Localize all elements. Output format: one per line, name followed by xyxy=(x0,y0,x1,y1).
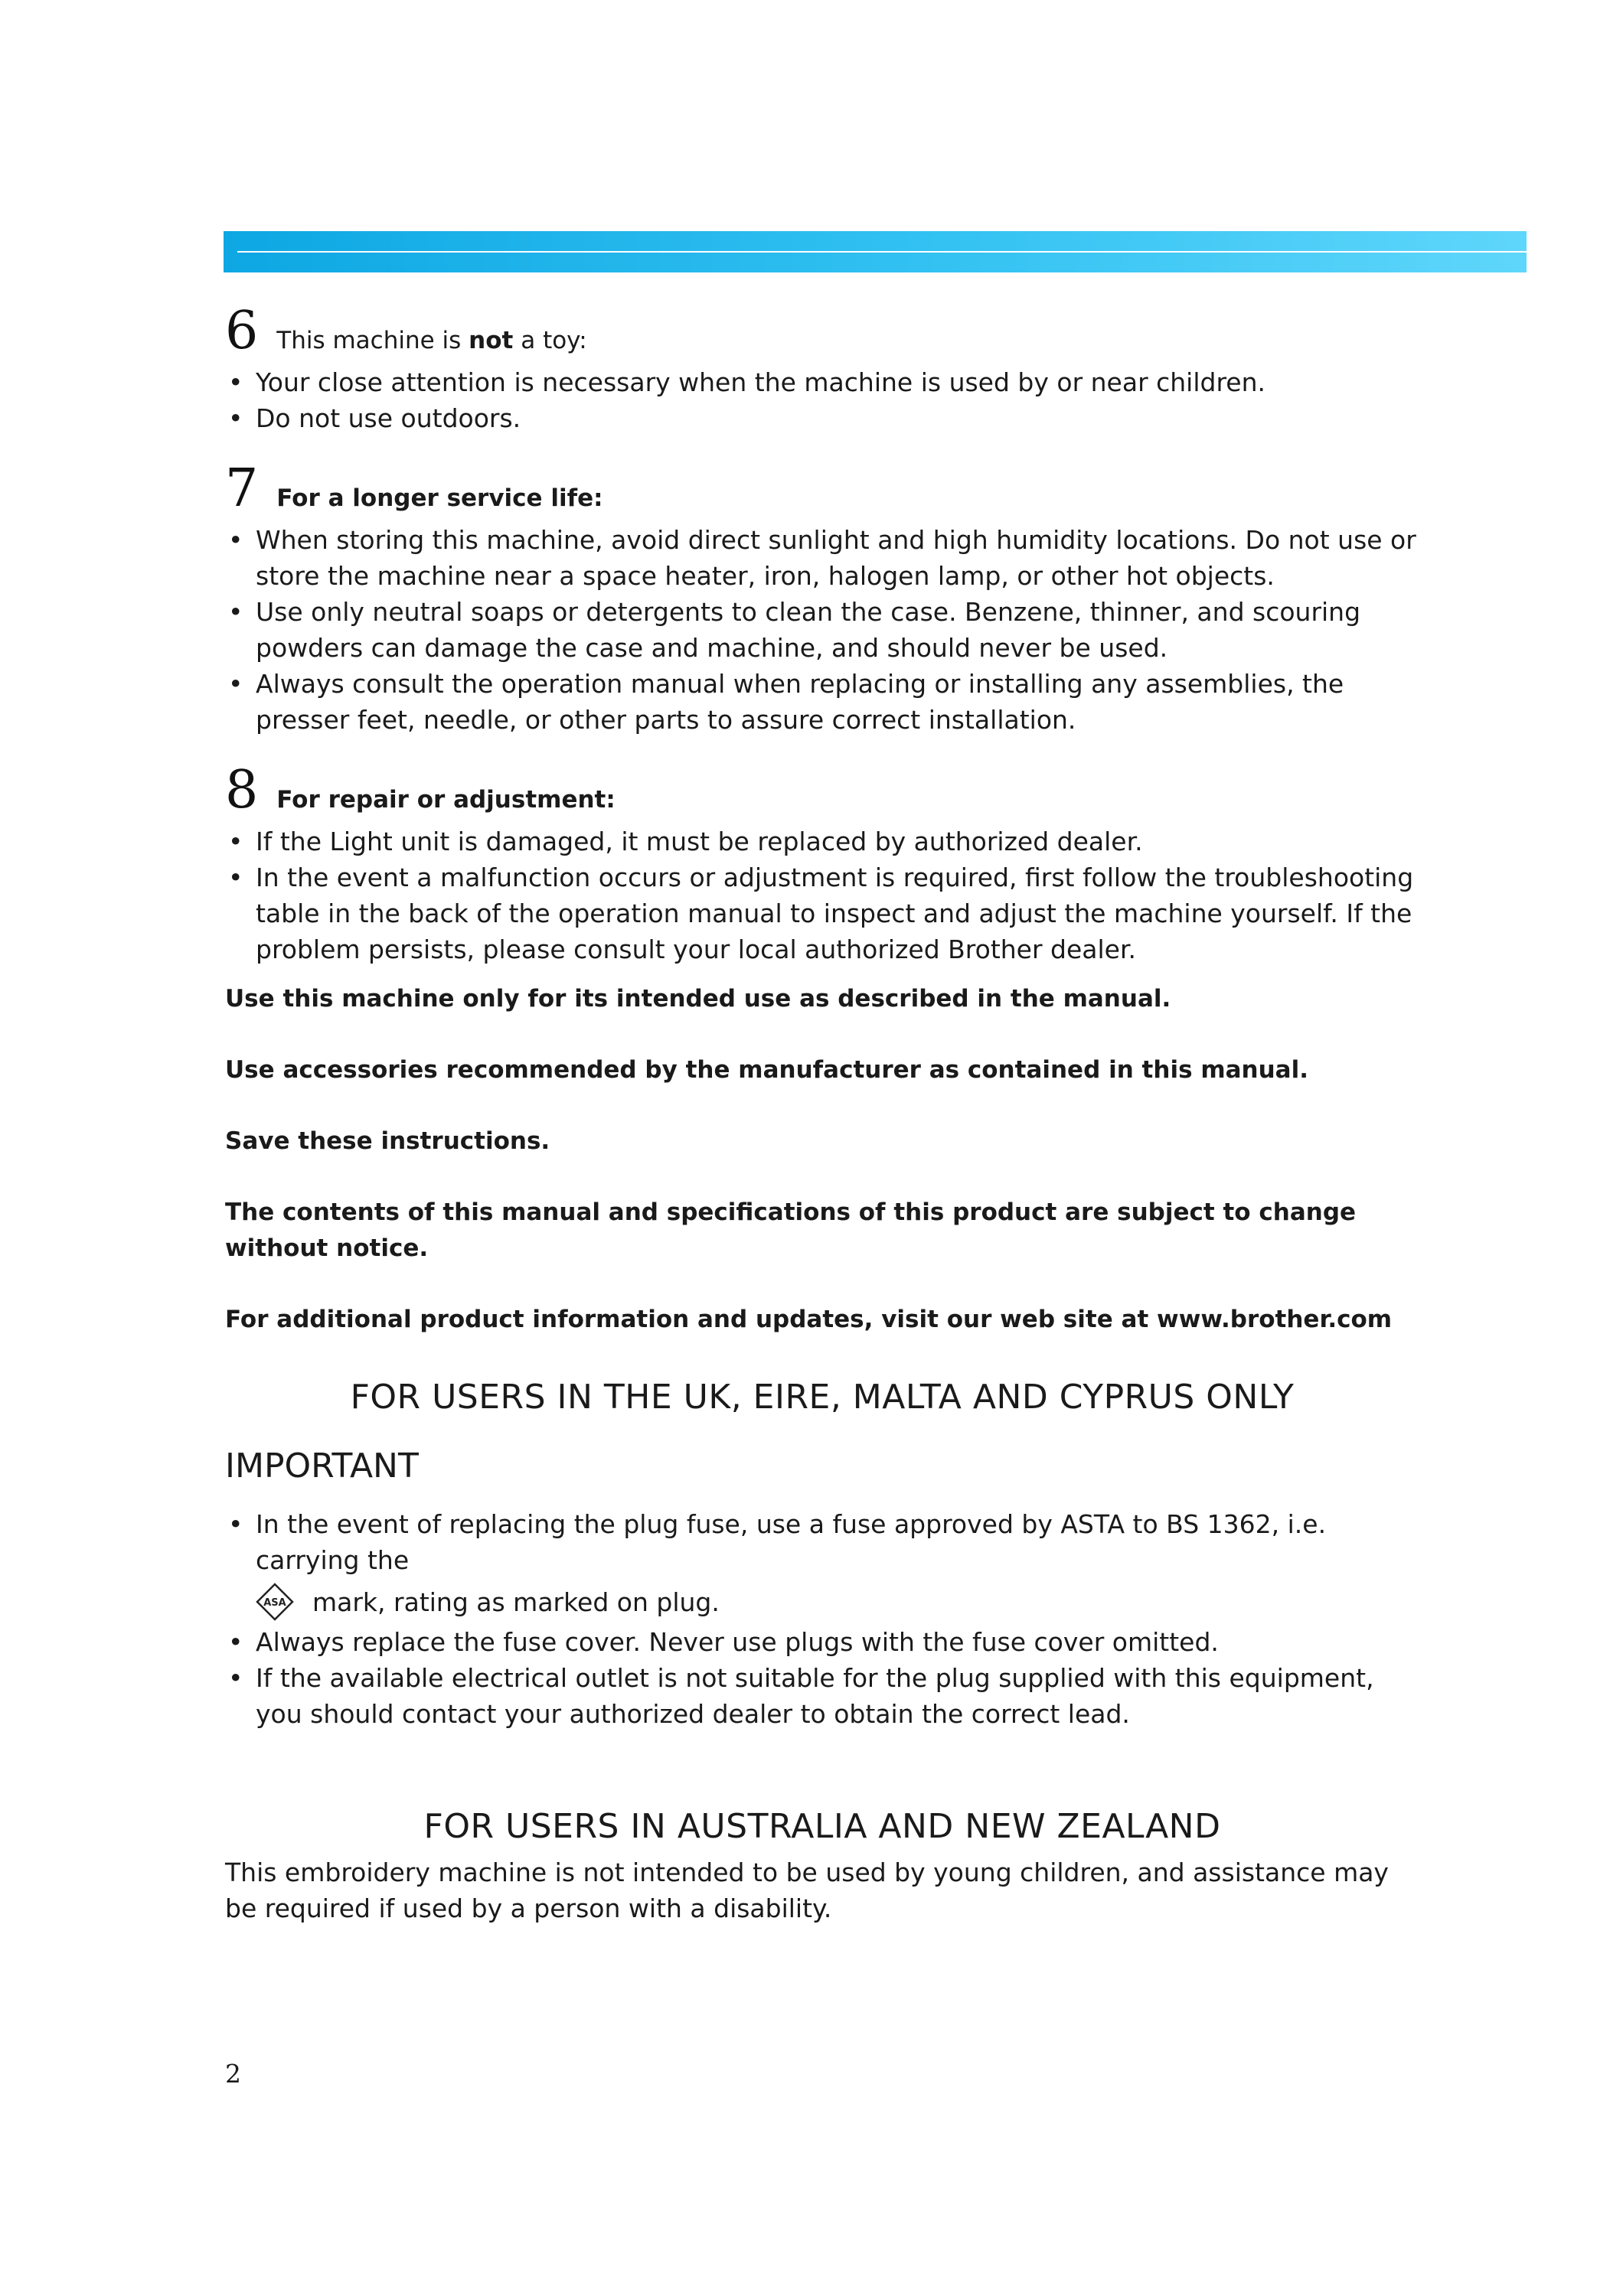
section-number: 8 xyxy=(225,760,259,820)
au-nz-heading: FOR USERS IN AUSTRALIA AND NEW ZEALAND xyxy=(423,1807,1221,1846)
notice-intended-use: Use this machine only for its intended use as described in the manual. xyxy=(225,985,1171,1013)
section-8-heading xyxy=(225,758,1419,823)
asta-mark-line xyxy=(256,1583,1419,1621)
list-item: • If the available electrical outlet is not suitable for the plug supplied with this equipment, you should contact your authorized dealer to obtain the correct lead. xyxy=(225,1660,1419,1732)
list-item xyxy=(225,1506,1419,1578)
fuse-text: In the event of replacing the plug fuse, use a fuse approved by ASTA to BS 1362, i.e. carrying the xyxy=(256,1509,1327,1575)
section-number: 7 xyxy=(225,458,259,519)
section-title: For a longer service life: xyxy=(276,484,603,512)
notice-website: For additional product information and updates, visit our web site at www.brother.com xyxy=(225,1306,1393,1333)
page-number: 2 xyxy=(225,2059,241,2089)
section-number: 6 xyxy=(225,301,259,361)
asta-mark-icon xyxy=(256,1583,294,1621)
uk-heading: FOR USERS IN THE UK, EIRE, MALTA AND CYPRUS ONLY xyxy=(350,1378,1295,1417)
section-title: For repair or adjustment: xyxy=(276,786,616,814)
fuse-text-continued: mark, rating as marked on plug. xyxy=(312,1587,720,1617)
section-title: This machine is not a toy: xyxy=(276,327,587,354)
list-item: • Do not use outdoors. xyxy=(225,400,1419,436)
notice-save-instructions: Save these instructions. xyxy=(225,1127,550,1155)
list-item: • Always replace the fuse cover. Never use plugs with the fuse cover omitted. xyxy=(225,1624,1419,1660)
au-nz-text: This embroidery machine is not intended to be used by young children, and assistance may be required if used by a person with a disability. xyxy=(225,1857,1389,1923)
section-6-list xyxy=(225,364,1419,436)
section-7-heading xyxy=(225,456,1419,522)
notice-subject-to-change: The contents of this manual and specifications of this product are subject to change without notice. xyxy=(225,1199,1357,1262)
uk-list-more xyxy=(225,1624,1419,1732)
page-content xyxy=(225,298,1419,1926)
list-item: • If the Light unit is damaged, it must be replaced by authorized dealer. xyxy=(225,823,1419,859)
section-7-list xyxy=(225,522,1419,738)
list-item: • Use only neutral soaps or detergents to clean the case. Benzene, thinner, and scouring powders can damage the case and machine, and should never be used. xyxy=(225,594,1419,666)
important-heading: IMPORTANT xyxy=(225,1446,419,1486)
header-rule xyxy=(237,251,1527,253)
uk-list xyxy=(225,1506,1419,1578)
list-item: • Your close attention is necessary when the machine is used by or near children. xyxy=(225,364,1419,400)
notice-accessories: Use accessories recommended by the manufacturer as contained in this manual. xyxy=(225,1056,1308,1084)
list-item: • In the event a malfunction occurs or adjustment is required, first follow the troubleshooting table in the back of the operation manual to inspect and adjust the machine yourself. If the problem persists, please consult your local authorized Brother dealer. xyxy=(225,859,1419,967)
list-item: • When storing this machine, avoid direct sunlight and high humidity locations. Do not use or store the machine near a space heater, iron, halogen lamp, or other hot objects. xyxy=(225,522,1419,594)
header-bar xyxy=(224,231,1527,272)
svg-text:ASA: ASA xyxy=(263,1597,286,1609)
section-8-list xyxy=(225,823,1419,967)
list-item: • Always consult the operation manual when replacing or installing any assemblies, the presser feet, needle, or other parts to assure correct installation. xyxy=(225,666,1419,738)
section-6-heading xyxy=(225,298,1419,364)
